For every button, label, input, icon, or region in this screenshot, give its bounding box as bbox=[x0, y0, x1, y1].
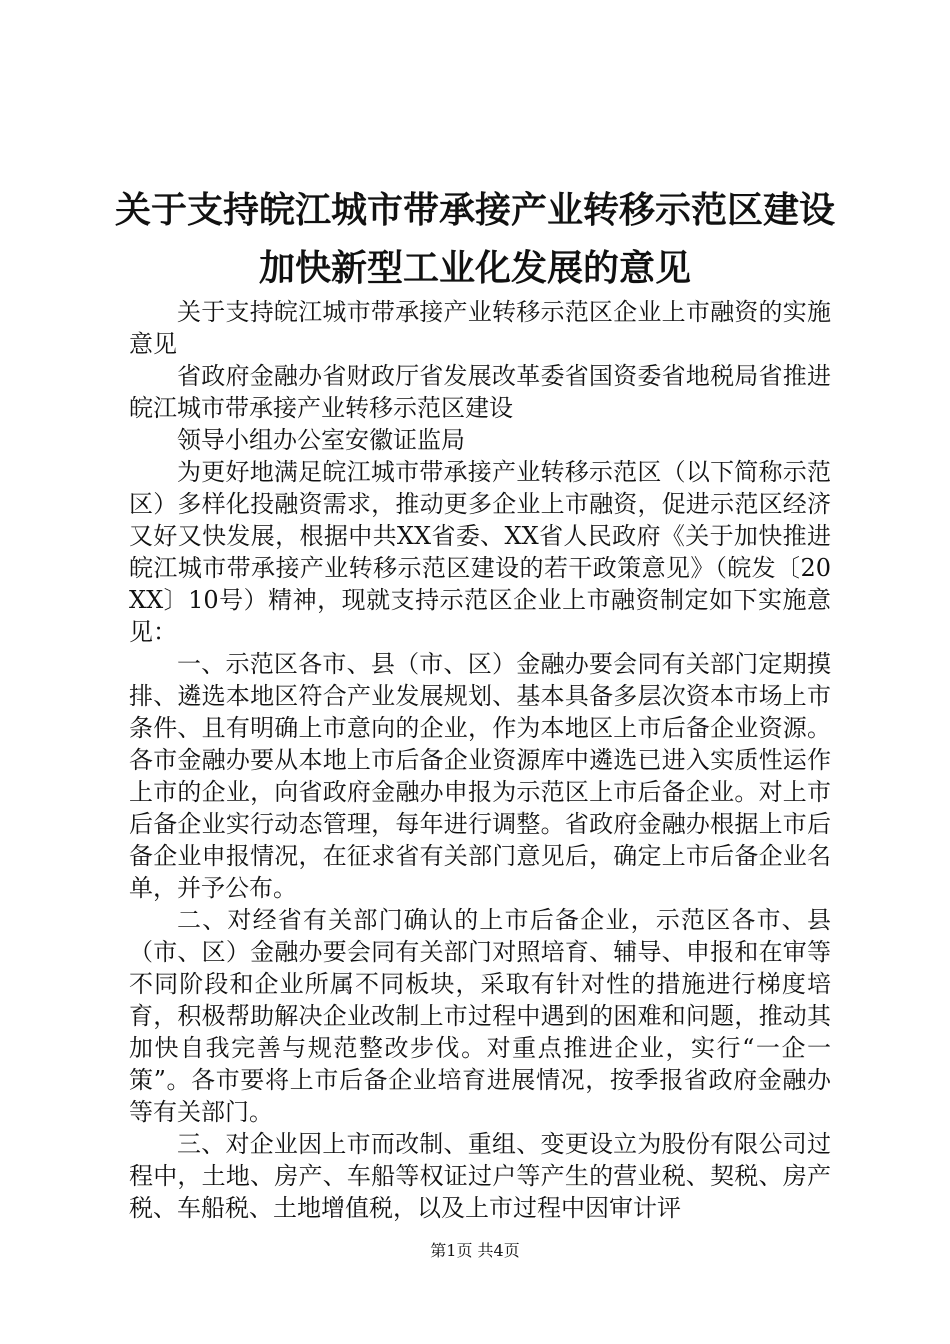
paragraph-intro: 为更好地满足皖江城市带承接产业转移示范区（以下简称示范区）多样化投融资需求，推动更多企业上市融资，促进示范区经济又好又快发展，根据中共XX省委、XX省人民政府《关于加快推进皖江城市带承接产业转移示范区建设的若干政策意见》（皖发〔20XX〕10号）精神，现就支持示范区企业上市融资制定如下实施意见： bbox=[129, 458, 831, 646]
paragraph-item-1: 一、示范区各市、县（市、区）金融办要会同有关部门定期摸排、遴选本地区符合产业发展规划、基本具备多层次资本市场上市条件、且有明确上市意向的企业，作为本地区上市后备企业资源。各市金融办要从本地上市后备企业资源库中遴选已进入实质性运作上市的企业，向省政府金融办申报为示范区上市后备企业。对上市后备企业实行动态管理，每年进行调整。省政府金融办根据上市后备企业申报情况，在征求省有关部门意见后，确定上市后备企业名单，并予公布。 bbox=[129, 650, 831, 902]
page-number-footer: 第1页 共4页 bbox=[430, 1241, 520, 1260]
document-body bbox=[129, 296, 831, 1224]
paragraph-issuers-cont: 领导小组办公室安徽证监局 bbox=[177, 426, 465, 454]
document-title-line-1: 关于支持皖江城市带承接产业转移示范区建设 bbox=[114, 189, 835, 231]
paragraph-heading: 关于支持皖江城市带承接产业转移示范区企业上市融资的实施意见 bbox=[129, 298, 831, 358]
paragraph-issuers: 省政府金融办省财政厅省发展改革委省国资委省地税局省推进皖江城市带承接产业转移示范区建设 bbox=[129, 362, 831, 422]
paragraph-item-2: 二、对经省有关部门确认的上市后备企业，示范区各市、县（市、区）金融办要会同有关部门对照培育、辅导、申报和在审等不同阶段和企业所属不同板块，采取有针对性的措施进行梯度培育，积极帮助解决企业改制上市过程中遇到的困难和问题，推动其加快自我完善与规范整改步伐。对重点推进企业，实行“一企一策”。各市要将上市后备企业培育进展情况，按季报省政府金融办等有关部门。 bbox=[129, 906, 831, 1126]
document-title-line-2: 加快新型工业化发展的意见 bbox=[258, 247, 691, 289]
paragraph-item-3: 三、对企业因上市而改制、重组、变更设立为股份有限公司过程中，土地、房产、车船等权证过户等产生的营业税、契税、房产税、车船税、土地增值税，以及上市过程中因审计评 bbox=[129, 1130, 831, 1222]
